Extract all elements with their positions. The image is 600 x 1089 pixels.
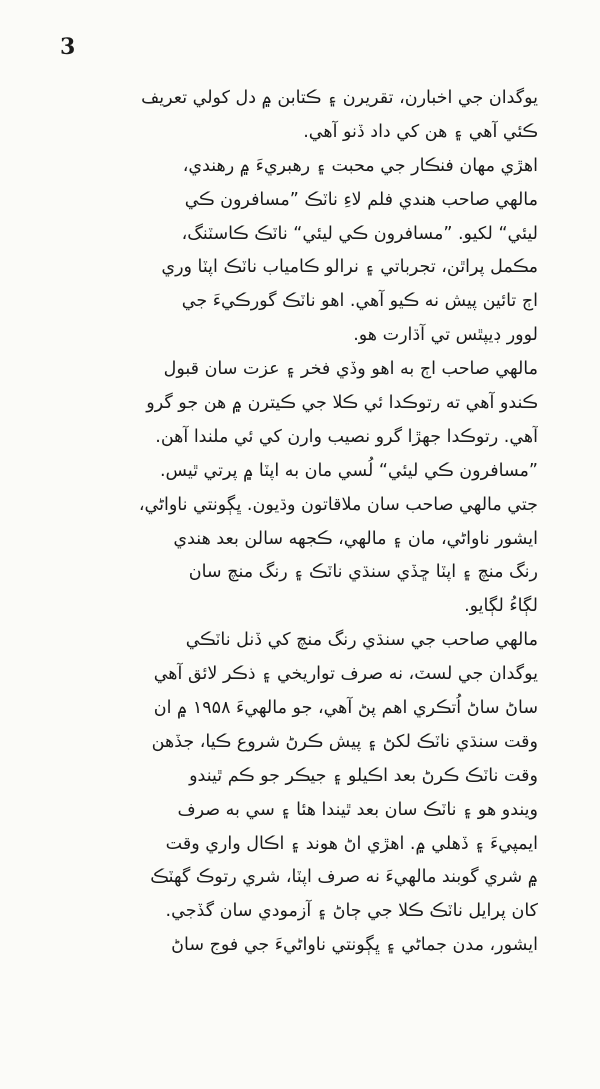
text-line: مالهي صاحب هندي فلم لاءِ ناٽڪ ”مسافرون ڪي [184, 189, 538, 210]
text-line: اڄ تائين پيش نه ڪيو آهي. اهو ناٽڪ گورڪيءَ جي [181, 291, 538, 312]
text-line: يوگدان جي اخبارن، تقريرن ۽ ڪتابن ۾ دل کولي تعريف [141, 88, 538, 108]
page-number: 3 [60, 34, 76, 60]
text-line: ليئي“ لکيو. ”مسافرون ڪي ليئي“ ناٽڪ ڪاسٽنگ، [181, 223, 538, 244]
text-line: وقت سنڌي ناٽڪ لکڻ ۽ پيش ڪرڻ شروع ڪيا، جڏهن [151, 731, 538, 752]
text-line: اهڙي مهان فنڪار جي محبت ۽ رهبريءَ ۾ رهندي، [182, 155, 538, 176]
text-line: ويندو هو ۽ ناٽڪ سان بعد ٿيندا هئا ۽ سي به صرف [177, 799, 538, 820]
text-line: مڪمل پراٿن، تجرباتي ۽ نرالو ڪامياب ناٽڪ اپٽا وري [161, 257, 538, 278]
text-line: ۾ شري گوبند مالهيءَ نه صرف اپٽا، شري رتوڪ گهٽڪ [150, 867, 538, 888]
text-line: رنگ منچ ۽ اپٽا ڇڏي سنڌي ناٽڪ ۽ رنگ منچ سان [188, 562, 538, 583]
text-line: ايشور، مدن جماڻي ۽ ڀڳونتي ناواڻيءَ جي فوج ساڻ [171, 935, 538, 956]
text-line: ”مسافرون ڪي ليئي“ لُسي مان به اپٽا ۾ پرتي ٿيس. [159, 460, 538, 481]
text-line: ساڻ ساڻ اُتڪري اهم پڻ آهي، جو مالهيءَ ۱۹۵۸ ۾ ان [153, 698, 538, 719]
text-line: مالهي صاحب جي سنڌي رنگ منچ کي ڏنل ناٽڪي [185, 630, 538, 651]
text-line: ايمپيءَ ۽ ڏهلي ۾. اهڙي اڻ هوند ۽ اڪال واري وقت [165, 833, 538, 854]
text-line: لڳاءُ لڳايو. [464, 596, 538, 617]
text-line: مالهي صاحب اڄ به اهو وڏي فخر ۽ عزت سان قبول [163, 359, 538, 380]
text-line: آهي. رتوڪدا جهڙا گرو نصيب وارن کي ئي ملندا آهن. [155, 426, 538, 447]
text-line: کان پرايل ناٽڪ ڪلا جي ڄاڻ ۽ آزمودي سان گڏجي. [165, 901, 538, 922]
body-text [58, 82, 538, 963]
text-line: لوور ڊيپٿس تي آڌارت هو. [353, 325, 538, 346]
text-line: جتي مالهي صاحب سان ملاقاتون وڌيون. ڀڳونتي ناواڻي، [138, 494, 538, 515]
text-line: وقت ناٽڪ ڪرڻ بعد اڪيلو ۽ جيڪر جو ڪم ٿيندو [189, 765, 538, 786]
text-line: ايشور ناواڻي، مان ۽ مالهي، ڪجهه سالن بعد هندي [173, 528, 538, 549]
text-line: يوگدان جي لسٽ، نه صرف تواريخي ۽ ذڪر لائق آهي [153, 664, 538, 685]
text-line: ڪندو آهي ته رتوڪدا ئي ڪلا جي ڪيترن ۾ هن جو گرو [146, 393, 538, 414]
text-line: ڪئي آهي ۽ هن کي داد ڏنو آهي. [303, 121, 538, 142]
